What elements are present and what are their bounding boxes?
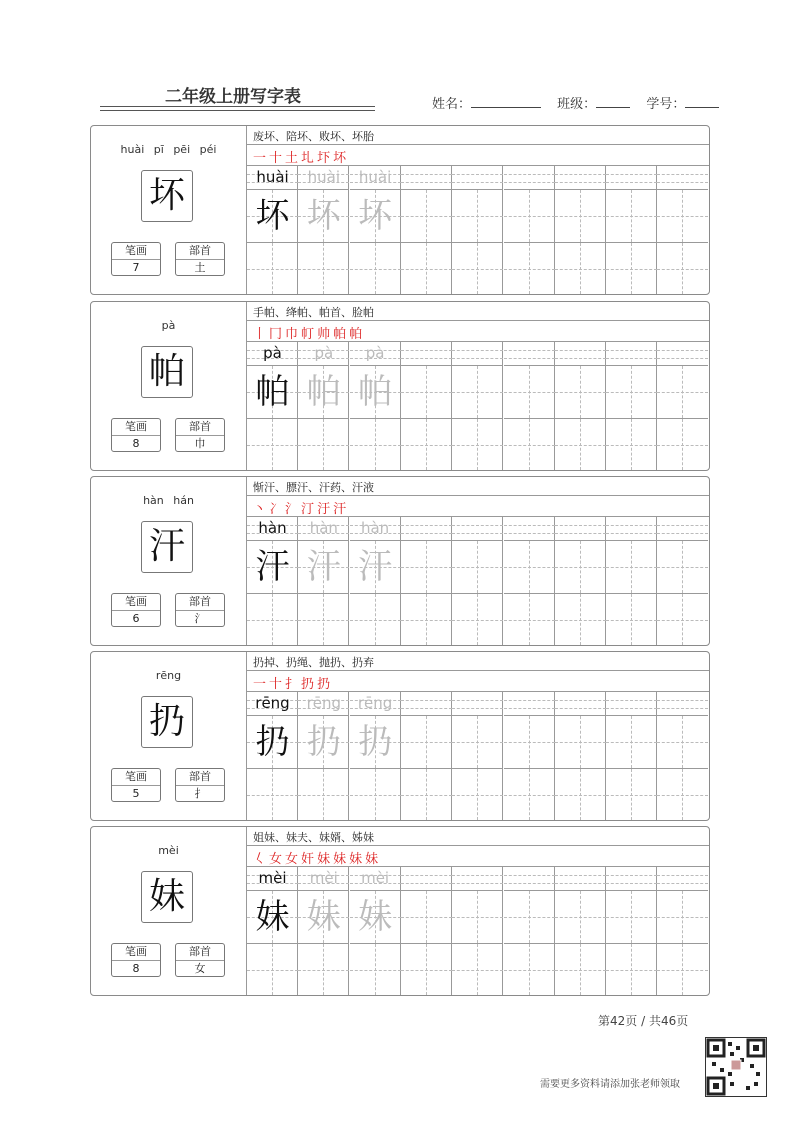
stroke-order: [253, 498, 349, 517]
stroke-count-label: 笔画: [112, 419, 160, 436]
stroke-count-box: [111, 593, 161, 627]
writing-cell[interactable]: [247, 342, 298, 470]
char-pinyin: pà: [161, 319, 176, 332]
char-display: 汗: [141, 521, 193, 573]
stroke-step: 扌: [285, 677, 302, 692]
stroke-count-box: [111, 418, 161, 452]
char-info: [91, 302, 247, 470]
pinyin-trace: rēng: [357, 694, 393, 712]
class-blank[interactable]: [596, 95, 630, 108]
char-model: 扔: [255, 722, 290, 762]
stroke-step: 汗: [333, 502, 350, 517]
writing-cell[interactable]: [657, 692, 709, 820]
radical-box: [175, 242, 225, 276]
title-underline: [100, 106, 375, 107]
writing-cell[interactable]: [555, 166, 606, 294]
title-underline: [100, 110, 375, 111]
writing-cell[interactable]: [298, 342, 349, 470]
stroke-step: 圷: [317, 151, 334, 166]
writing-cell[interactable]: [606, 166, 657, 294]
stroke-count-label: 笔画: [112, 594, 160, 611]
radical-box: [175, 943, 225, 977]
writing-cell[interactable]: [247, 692, 298, 820]
radical-value: 女: [194, 962, 206, 975]
writing-cell[interactable]: [657, 867, 709, 995]
writing-cell[interactable]: [606, 867, 657, 995]
writing-cell[interactable]: [606, 342, 657, 470]
writing-cell[interactable]: [452, 692, 503, 820]
radical-box: [175, 418, 225, 452]
stroke-step: 帕: [349, 327, 366, 342]
writing-cell[interactable]: [452, 342, 503, 470]
writing-cell[interactable]: [350, 692, 401, 820]
stroke-count-label: 笔画: [112, 243, 160, 260]
stroke-count-value: 5: [132, 787, 140, 800]
example-words: 惭汗、膘汗、汗药、汗液: [253, 481, 374, 494]
pinyin-trace: hàn: [309, 519, 338, 537]
char-trace: 妹: [306, 897, 341, 937]
stroke-step: 冫: [269, 502, 286, 517]
char-display: 帕: [141, 346, 193, 398]
stroke-order: [253, 673, 333, 692]
pinyin-trace: huài: [358, 168, 392, 186]
char-card: [90, 826, 710, 996]
number-blank[interactable]: [685, 95, 719, 108]
stroke-order: [253, 323, 365, 342]
pinyin-trace: huài: [307, 168, 340, 186]
stroke-step: 丨: [253, 327, 270, 342]
pinyin-trace: mèi: [309, 869, 338, 887]
char-info: [91, 477, 247, 645]
stroke-step: 一: [253, 677, 270, 692]
writing-cell[interactable]: [555, 342, 606, 470]
stroke-step: 帕: [333, 327, 350, 342]
writing-cell[interactable]: [452, 867, 503, 995]
char-trace: 扔: [358, 722, 393, 762]
char-card: [90, 476, 710, 646]
char-info: [91, 126, 247, 294]
number-label: 学号：: [646, 97, 686, 112]
pinyin-trace: rēng: [306, 694, 342, 712]
writing-grid: [247, 517, 709, 645]
char-card: [90, 651, 710, 821]
char-model: 汗: [255, 547, 290, 587]
pinyin-model: pà: [263, 344, 282, 362]
stroke-step: 冂: [269, 327, 286, 342]
radical-value: 氵: [194, 612, 206, 625]
stroke-count-box: [111, 943, 161, 977]
name-blank[interactable]: [471, 95, 541, 108]
char-trace: 妹: [358, 897, 393, 937]
pinyin-trace: hàn: [360, 519, 390, 537]
char-card: [90, 125, 710, 295]
writing-cell[interactable]: [247, 517, 298, 645]
char-display: 妹: [141, 871, 193, 923]
pinyin-trace: mèi: [361, 869, 390, 887]
writing-grid: [247, 342, 709, 470]
stroke-step: 一: [253, 151, 270, 166]
radical-label: 部首: [176, 594, 224, 611]
writing-cell[interactable]: [606, 692, 657, 820]
stroke-step: 妹: [365, 852, 382, 867]
stroke-step: 扔: [317, 677, 334, 692]
writing-cell[interactable]: [247, 867, 298, 995]
writing-grid: [247, 692, 709, 820]
writing-cell[interactable]: [657, 342, 709, 470]
class-label: 班级：: [557, 97, 597, 112]
writing-cell[interactable]: [350, 342, 401, 470]
writing-cell[interactable]: [298, 692, 349, 820]
stroke-step: 帄: [301, 327, 318, 342]
stroke-step: 巾: [285, 327, 302, 342]
writing-cell[interactable]: [555, 692, 606, 820]
radical-box: [175, 768, 225, 802]
footer-note: 需要更多资料请添加张老师领取: [540, 1079, 680, 1090]
stroke-step: 扔: [301, 677, 318, 692]
stroke-step: 坏: [333, 151, 350, 166]
stroke-order: [253, 848, 381, 867]
pinyin-model: rēng: [255, 694, 290, 712]
page-title: 二年级上册写字表: [165, 87, 301, 107]
char-info: [91, 652, 247, 820]
char-display: 扔: [141, 696, 193, 748]
char-trace: 帕: [306, 372, 341, 412]
writing-cell[interactable]: [555, 867, 606, 995]
stroke-step: 十: [269, 151, 286, 166]
stroke-step: 圠: [301, 151, 318, 166]
char-info: [91, 827, 247, 995]
radical-label: 部首: [176, 419, 224, 436]
writing-cell[interactable]: [657, 517, 709, 645]
writing-cell[interactable]: [350, 517, 401, 645]
char-pinyin: hàn hán: [143, 494, 194, 507]
stroke-step: 妹: [333, 852, 350, 867]
page-number: 第42页 / 共46页: [598, 1014, 689, 1028]
writing-cell[interactable]: [350, 166, 401, 294]
radical-value: 扌: [194, 787, 206, 800]
stroke-count-label: 笔画: [112, 769, 160, 786]
stroke-count-value: 8: [132, 437, 140, 450]
qr-code-icon: [705, 1037, 767, 1097]
char-trace: 扔: [306, 722, 341, 762]
writing-cell[interactable]: [401, 342, 452, 470]
char-pinyin: rēng: [155, 669, 182, 682]
stroke-step: 帅: [317, 327, 334, 342]
writing-cell[interactable]: [504, 692, 555, 820]
stroke-step: 氵: [285, 502, 302, 517]
writing-cell[interactable]: [298, 867, 349, 995]
char-trace: 汗: [358, 547, 393, 587]
char-model: 帕: [255, 372, 290, 412]
char-model: 坏: [255, 196, 290, 236]
char-trace: 帕: [358, 372, 393, 412]
writing-cell[interactable]: [401, 517, 452, 645]
char-display: 坏: [141, 170, 193, 222]
radical-label: 部首: [176, 243, 224, 260]
stroke-count-value: 8: [132, 962, 140, 975]
practice-area: [247, 126, 709, 294]
writing-cell[interactable]: [504, 166, 555, 294]
char-trace: 汗: [306, 547, 341, 587]
example-words: 手帕、绛帕、帕首、脸帕: [253, 306, 374, 319]
char-pinyin: mèi: [158, 844, 179, 857]
stroke-count-label: 笔画: [112, 944, 160, 961]
char-trace: 坏: [358, 196, 393, 236]
writing-cell[interactable]: [298, 166, 349, 294]
stroke-step: 奸: [301, 852, 318, 867]
radical-value: 土: [194, 261, 206, 274]
stroke-count-box: [111, 242, 161, 276]
char-model: 妹: [255, 897, 290, 937]
writing-grid: [247, 166, 709, 294]
writing-cell[interactable]: [657, 166, 709, 294]
writing-cell[interactable]: [401, 867, 452, 995]
writing-grid: [247, 867, 709, 995]
char-trace: 坏: [306, 196, 341, 236]
practice-area: [247, 477, 709, 645]
writing-cell[interactable]: [452, 517, 503, 645]
writing-cell[interactable]: [401, 166, 452, 294]
writing-cell[interactable]: [247, 166, 298, 294]
char-card: [90, 301, 710, 471]
radical-box: [175, 593, 225, 627]
writing-cell[interactable]: [350, 867, 401, 995]
practice-area: [247, 652, 709, 820]
example-words: 姐妹、妹夫、妹婿、姊妹: [253, 831, 374, 844]
writing-cell[interactable]: [452, 166, 503, 294]
writing-cell[interactable]: [504, 867, 555, 995]
radical-label: 部首: [176, 944, 224, 961]
stroke-step: 汀: [301, 502, 318, 517]
practice-area: [247, 302, 709, 470]
char-pinyin: huài pī pēi péi: [120, 143, 217, 156]
pinyin-trace: pà: [365, 344, 385, 362]
writing-cell[interactable]: [555, 517, 606, 645]
stroke-step: 妹: [317, 852, 334, 867]
writing-cell[interactable]: [298, 517, 349, 645]
stroke-step: 𡿨: [253, 852, 270, 867]
stroke-step: 十: [269, 677, 286, 692]
example-words: 扔掉、扔绳、抛扔、扔弃: [253, 656, 374, 669]
stroke-order: [253, 147, 349, 166]
stroke-count-box: [111, 768, 161, 802]
practice-area: [247, 827, 709, 995]
pinyin-model: hàn: [258, 519, 287, 537]
writing-cell[interactable]: [401, 692, 452, 820]
stroke-step: 女: [269, 852, 286, 867]
writing-cell[interactable]: [504, 517, 555, 645]
stroke-step: 女: [285, 852, 302, 867]
stroke-count-value: 7: [132, 261, 140, 274]
pinyin-model: mèi: [258, 869, 287, 887]
example-words: 废坏、陪坏、败坏、坏胎: [253, 130, 374, 143]
writing-cell[interactable]: [606, 517, 657, 645]
student-fields: [432, 93, 719, 112]
pinyin-model: huài: [256, 168, 289, 186]
stroke-count-value: 6: [132, 612, 140, 625]
radical-label: 部首: [176, 769, 224, 786]
pinyin-trace: pà: [314, 344, 334, 362]
name-label: 姓名：: [432, 97, 472, 112]
header: [0, 0, 800, 120]
radical-value: 巾: [194, 437, 206, 450]
stroke-step: 丶: [253, 502, 270, 517]
writing-cell[interactable]: [504, 342, 555, 470]
stroke-step: 妹: [349, 852, 366, 867]
stroke-step: 土: [285, 151, 302, 166]
stroke-step: 汙: [317, 502, 334, 517]
